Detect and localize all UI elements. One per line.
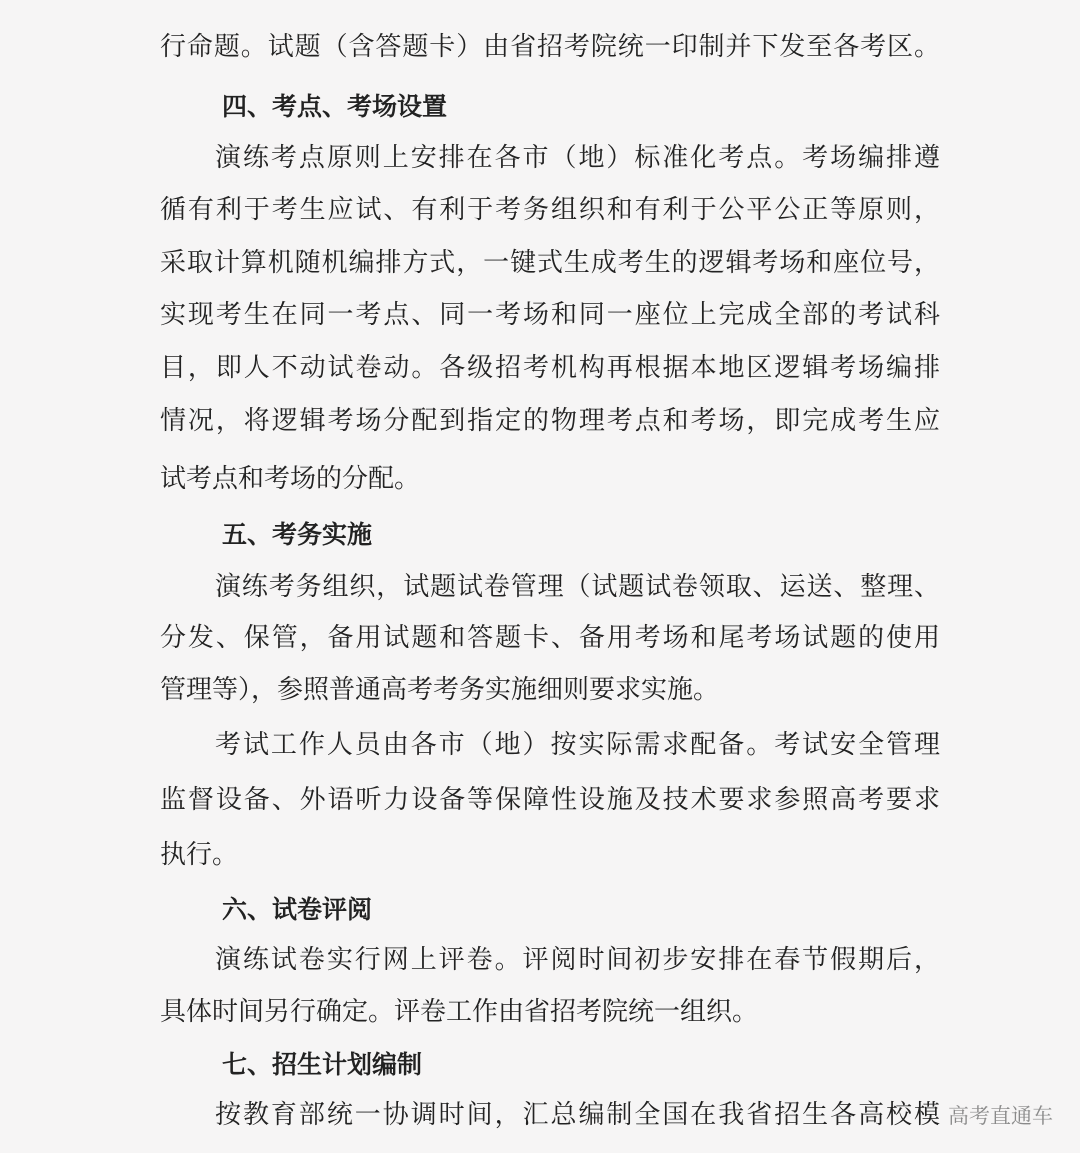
- paragraph-line: 采取计算机随机编排方式，一键式生成考生的逻辑考场和座位号，: [160, 248, 940, 278]
- section-heading-5: 五、考务实施: [222, 520, 373, 549]
- paragraph-line: 演练试卷实行网上评卷。评阅时间初步安排在春节假期后，: [215, 945, 940, 975]
- paragraph-line: 演练考务组织，试题试卷管理（试题试卷领取、运送、整理、: [215, 572, 940, 602]
- section-heading-7: 七、招生计划编制: [222, 1050, 423, 1079]
- paragraph-line: 分发、保管，备用试题和答题卡、备用考场和尾考场试题的使用: [160, 623, 940, 653]
- section-heading-4: 四、考点、考场设置: [222, 92, 448, 121]
- paragraph-line: 循有利于考生应试、有利于考务组织和有利于公平公正等原则，: [160, 195, 940, 225]
- section-heading-6: 六、试卷评阅: [222, 895, 373, 924]
- paragraph-line: 行命题。试题（含答题卡）由省招考院统一印制并下发至各考区。: [160, 32, 940, 62]
- paragraph-line: 目，即人不动试卷动。各级招考机构再根据本地区逻辑考场编排: [160, 353, 940, 383]
- paragraph-line: 具体时间另行确定。评卷工作由省招考院统一组织。: [160, 997, 759, 1027]
- paragraph-line: 按教育部统一协调时间，汇总编制全国在我省招生各高校模: [215, 1100, 940, 1130]
- paragraph-line: 演练考点原则上安排在各市（地）标准化考点。考场编排遵: [215, 143, 940, 173]
- paragraph-line: 管理等），参照普通高考考务实施细则要求实施。: [160, 675, 720, 705]
- paragraph-line: 实现考生在同一考点、同一考场和同一座位上完成全部的考试科: [160, 300, 940, 330]
- watermark: 高考直通车: [948, 1104, 1053, 1128]
- paragraph-line: 试考点和考场的分配。: [160, 464, 421, 494]
- paragraph-line: 考试工作人员由各市（地）按实际需求配备。考试安全管理: [215, 730, 940, 760]
- paragraph-line: 情况，将逻辑考场分配到指定的物理考点和考场，即完成考生应: [160, 406, 940, 436]
- paragraph-line: 执行。: [160, 840, 239, 870]
- paragraph-line: 监督设备、外语听力设备等保障性设施及技术要求参照高考要求: [160, 785, 940, 815]
